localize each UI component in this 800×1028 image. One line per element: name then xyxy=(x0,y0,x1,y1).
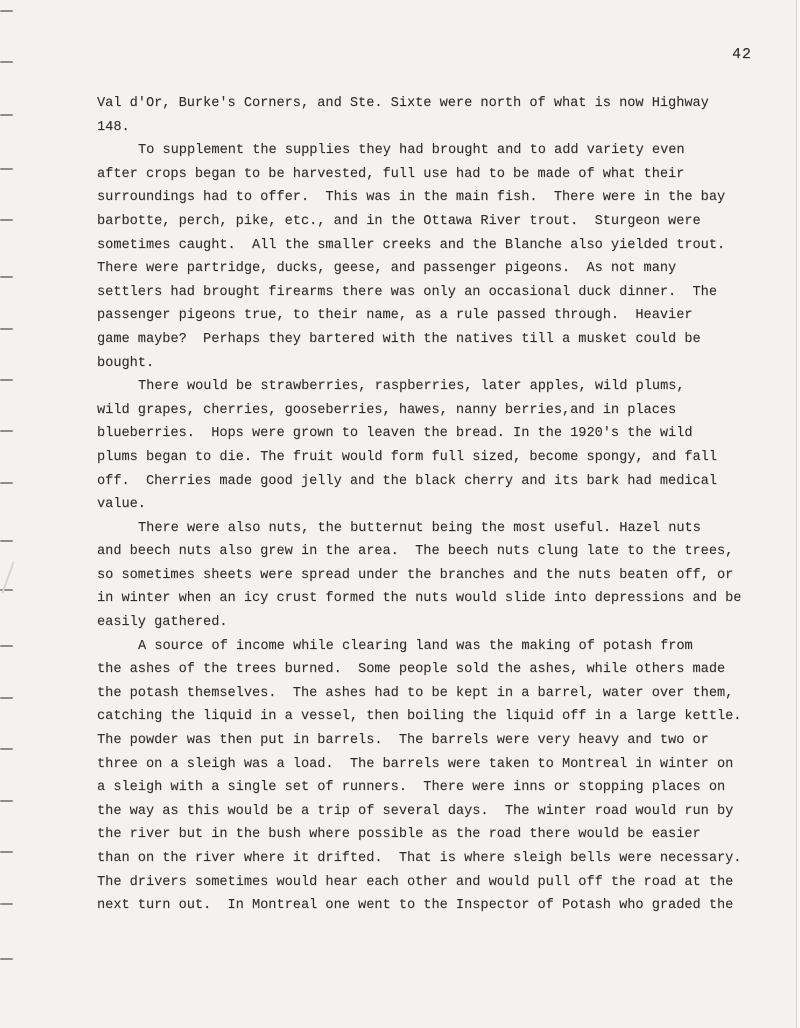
scan-tick-mark xyxy=(0,379,13,381)
scan-tick-mark xyxy=(0,328,13,330)
scan-tick-mark xyxy=(0,903,13,905)
scan-tick-mark xyxy=(0,219,13,221)
text-line: the potash themselves. The ashes had to be kept in a barrel, water over them, xyxy=(97,685,734,701)
text-line: passenger pigeons true, to their name, as a rule passed through. Heavier xyxy=(97,308,693,324)
text-line: next turn out. In Montreal one went to the Inspector of Potash who graded the xyxy=(97,898,734,914)
text-line: wild grapes, cherries, gooseberries, hawes, nanny berries,and in places xyxy=(97,402,677,418)
text-block xyxy=(97,92,762,918)
text-line: Val d'Or, Burke's Corners, and Ste. Sixte were north of what is now Highway xyxy=(97,96,709,111)
text-line: A source of income while clearing land was the making of potash from xyxy=(138,638,693,654)
text-line: the river but in the bush where possible as the road there would be easier xyxy=(97,827,701,843)
text-line: There were also nuts, the butternut being the most useful. Hazel nuts xyxy=(138,520,701,536)
text-line: easily gathered. xyxy=(97,615,228,631)
scan-tick-mark xyxy=(0,61,13,63)
text-line: surroundings had to offer. This was in the main fish. There were in the bay xyxy=(97,190,726,206)
text-line: than on the river where it drifted. That is where sleigh bells were necessary. xyxy=(97,851,742,866)
text-line: so sometimes sheets were spread under the branches and the nuts beaten off, or xyxy=(97,567,734,583)
text-line: catching the liquid in a vessel, then boiling the liquid off in a large kettle. xyxy=(97,709,742,725)
text-line: game maybe? Perhaps they bartered with the natives till a musket could be xyxy=(97,331,701,347)
left-tick-marks xyxy=(0,0,16,1028)
scan-tick-mark xyxy=(0,800,13,802)
text-line: bought. xyxy=(97,355,155,371)
scan-tick-mark xyxy=(0,697,13,699)
scan-tick-mark xyxy=(0,276,13,278)
page-number: 42 xyxy=(732,46,753,63)
text-line: 148. xyxy=(97,119,130,135)
text-line: value. xyxy=(97,497,146,513)
text-line: The powder was then put in barrels. The barrels were very heavy and two or xyxy=(97,733,709,749)
text-line: sometimes caught. All the smaller creeks and the Blanche also yielded trout. xyxy=(97,237,726,253)
text-line: plums began to die. The fruit would form full sized, become spongy, and fall xyxy=(97,449,717,465)
text-line: settlers had brought firearms there was only an occasional duck dinner. The xyxy=(97,284,717,300)
text-line: in winter when an icy crust formed the nuts would slide into depressions and be xyxy=(97,591,742,607)
scan-edge-line xyxy=(796,0,797,1028)
scan-tick-mark xyxy=(0,114,13,116)
scan-tick-mark xyxy=(0,851,13,853)
text-line: and beech nuts also grew in the area. The beech nuts clung late to the trees, xyxy=(97,544,734,560)
text-line: There would be strawberries, raspberries, later apples, wild plums, xyxy=(138,379,685,395)
text-line: a sleigh with a single set of runners. There were inns or stopping places on xyxy=(97,780,726,796)
text-line: three on a sleigh was a load. The barrels were taken to Montreal in winter on xyxy=(97,756,734,772)
text-line: the way as this would be a trip of several days. The winter road would run by xyxy=(97,803,734,819)
scan-tick-mark xyxy=(0,645,13,647)
text-line: There were partridge, ducks, geese, and passenger pigeons. As not many xyxy=(97,261,677,277)
text-line: off. Cherries made good jelly and the black cherry and its bark had medical xyxy=(97,473,717,489)
text-line: blueberries. Hops were grown to leaven the bread. In the 1920's the wild xyxy=(97,426,693,442)
text-line: barbotte, perch, pike, etc., and in the Ottawa River trout. Sturgeon were xyxy=(97,213,701,229)
scan-tick-mark xyxy=(0,958,13,960)
text-line: To supplement the supplies they had brought and to add variety even xyxy=(138,143,685,159)
scan-tick-mark xyxy=(0,168,13,170)
scan-tick-mark xyxy=(0,430,13,432)
text-line: The drivers sometimes would hear each other and would pull off the road at the xyxy=(97,874,734,890)
scan-tick-mark xyxy=(0,540,13,542)
scan-tick-mark xyxy=(0,10,13,12)
scan-tick-mark xyxy=(0,748,13,750)
text-line: the ashes of the trees burned. Some people sold the ashes, while others made xyxy=(97,662,726,678)
text-line: after crops began to be harvested, full use had to be made of what their xyxy=(97,166,685,182)
scan-tick-mark xyxy=(0,482,13,484)
